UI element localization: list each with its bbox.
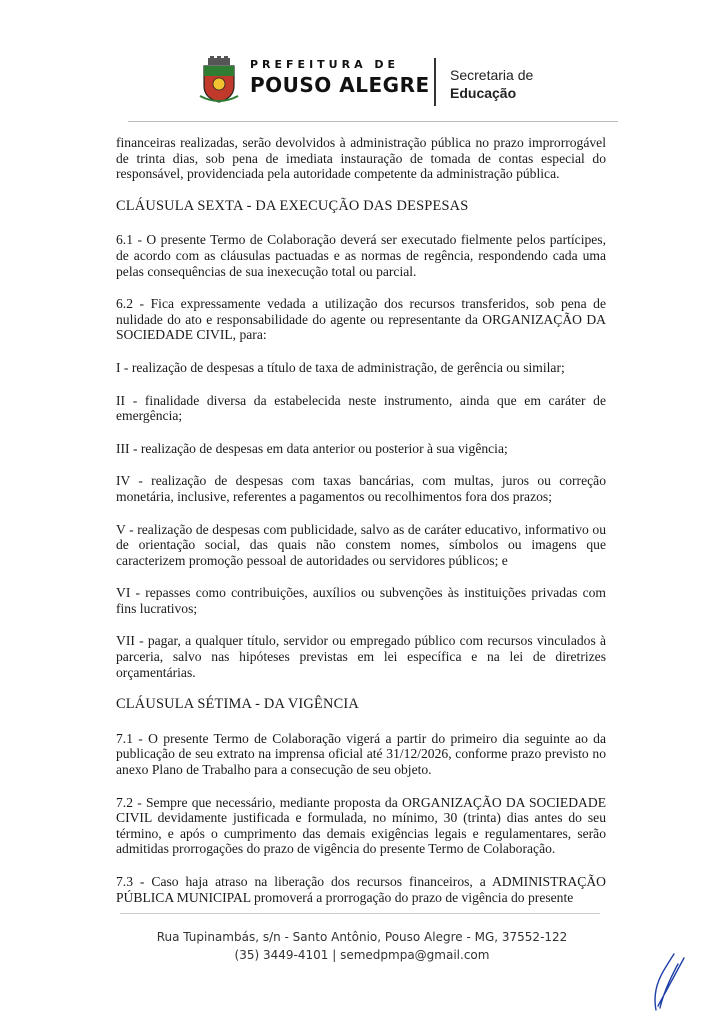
paragraph-6-2: 6.2 - Fica expressamente vedada a utilização dos recursos transferidos, sob pena de nulidade do ato e responsabilidade do agente ou representante da ORGANIZAÇÃO DA SOCIEDADE CIVIL, para: bbox=[116, 296, 606, 343]
list-item-VII: VII - pagar, a qualquer título, servidor ou empregado público com recursos vinculados à parceria, salvo nas hipóteses previstas em lei específica e na lei de diretrizes orçamentárias. bbox=[116, 633, 606, 680]
handwritten-signature bbox=[634, 950, 694, 1014]
divider bbox=[434, 58, 436, 106]
heading-clausula-sexta: CLÁUSULA SEXTA - DA EXECUÇÃO DAS DESPESAS bbox=[116, 197, 469, 214]
municipal-crest-icon bbox=[198, 56, 240, 104]
list-item-I: I - realização de despesas a título de taxa de administração, de gerência ou similar; bbox=[116, 359, 565, 375]
paragraph-6-1: 6.1 - O presente Termo de Colaboração deverá ser executado fielmente pelos partícipes, de acordo com as cláusulas pactuadas e as normas de regência, respondendo cada uma pelas consequências de sua inexecução total ou parcial. bbox=[116, 232, 606, 279]
paragraph-7-1: 7.1 - O presente Termo de Colaboração vigerá a partir do primeiro dia seguinte ao da publicação de seu extrato na imprensa oficial até 31/12/2026, conforme prazo previsto no anexo Plano de Trabalho para a consecução de seu objeto. bbox=[116, 730, 606, 778]
list-item-IV: IV - realização de despesas com taxas bancárias, com multas, juros ou correção monetária, inclusive, referentes a pagamentos ou recolhimentos fora dos prazos; bbox=[116, 473, 606, 504]
list-item-VI: VI - repasses como contribuições, auxílios ou subvenções às instituições privadas com fins lucrativos; bbox=[116, 585, 606, 616]
department-name bbox=[450, 66, 533, 102]
list-item-II: II - finalidade diversa da estabelecida neste instrumento, ainda que em caráter de emergência; bbox=[116, 392, 606, 424]
paragraph-7-2: 7.2 - Sempre que necessário, mediante proposta da ORGANIZAÇÃO DA SOCIEDADE CIVIL devidamente justificada e formulada, no mínimo, 30 (trinta) dias antes do seu término, e após o cumprimento das demais exigências legais e regulamentares, serão admitidas prorrogações do prazo de vigência do presente Termo de Colaboração. bbox=[116, 794, 606, 857]
document-body bbox=[116, 135, 606, 922]
footer-address: Rua Tupinambás, s/n - Santo Antônio, Pouso Alegre - MG, 37552-122 bbox=[156, 930, 568, 944]
heading-clausula-setima: CLÁUSULA SÉTIMA - DA VIGÊNCIA bbox=[116, 696, 359, 713]
footer-contact: (35) 3449-4101 | semedpmpa@gmail.com bbox=[234, 948, 490, 962]
header-rule bbox=[128, 121, 618, 122]
paragraph-continued: financeiras realizadas, serão devolvidos à administração pública no prazo improrrogável de trinta dias, sob pena de imediata instauração de tomada de contas especial do responsável, providenciada pela autoridade competente da administração pública. bbox=[116, 135, 606, 182]
paragraph-7-3: 7.3 - Caso haja atraso na liberação dos recursos financeiros, a ADMINISTRAÇÃO PÚBLICA MUNICIPAL promoverá a prorrogação do prazo de vigência do presente bbox=[116, 874, 606, 905]
dept-line1: Secretaria de bbox=[450, 67, 534, 83]
brand-main: POUSO ALEGRE bbox=[250, 73, 430, 97]
footer bbox=[0, 928, 724, 964]
brand-top: PREFEITURA DE bbox=[250, 58, 400, 71]
letterhead bbox=[198, 48, 558, 114]
brand-logo-text bbox=[250, 58, 430, 97]
dept-line2: Educação bbox=[450, 85, 517, 101]
footer-rule bbox=[120, 913, 600, 914]
list-item-V: V - realização de despesas com publicidade, salvo as de caráter educativo, informativo ou de orientação social, das quais não constem nomes, símbolos ou imagens que caracterizem promoção pessoal de autoridades ou servidores públicos; e bbox=[116, 521, 606, 568]
list-item-III: III - realização de despesas em data anterior ou posterior à sua vigência; bbox=[116, 440, 508, 456]
